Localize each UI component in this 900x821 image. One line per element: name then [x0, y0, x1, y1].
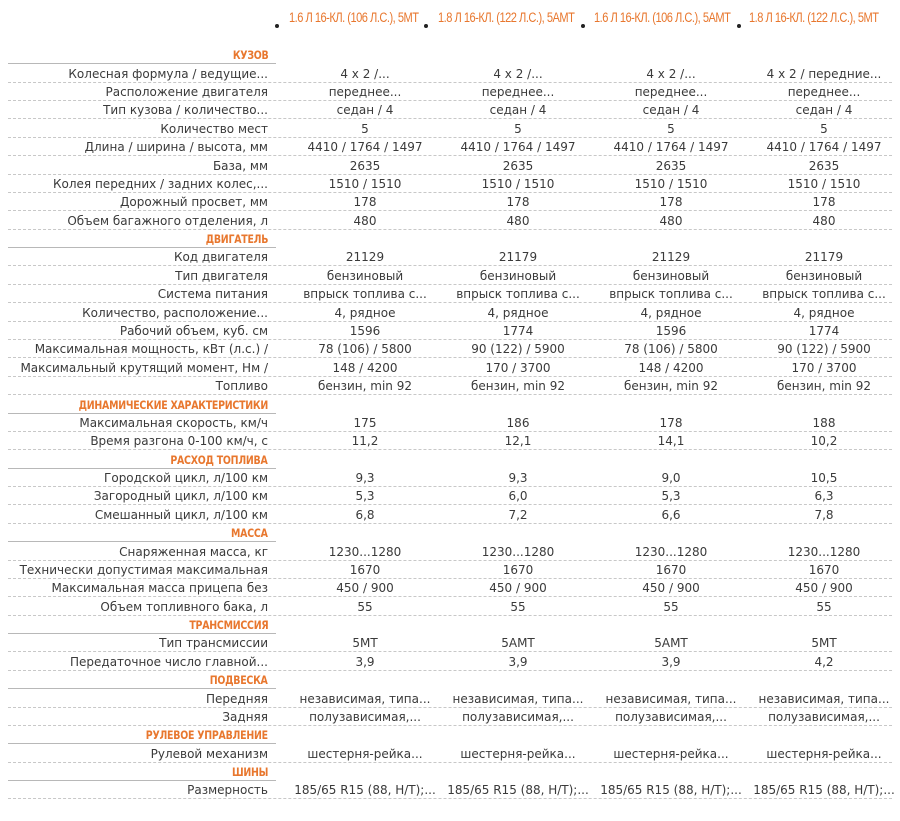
cell-col-4: 4410 / 1764 / 1497	[766, 140, 882, 155]
table-row	[8, 120, 892, 138]
cell-col-1: седан / 4	[336, 103, 394, 118]
bullet-dot	[424, 24, 428, 28]
cell-col-2: 178	[506, 195, 530, 210]
cell-col-2: переднее...	[481, 85, 555, 100]
row-label: Максимальная масса прицепа без	[51, 581, 268, 596]
cell-col-3: 9,0	[661, 471, 681, 486]
table-row	[8, 340, 892, 358]
cell-col-4: 55	[816, 599, 832, 614]
section-title: ШИНЫ	[231, 765, 268, 780]
row-label: Количество мест	[160, 121, 268, 136]
cell-col-2: полузависимая,...	[462, 709, 574, 724]
cell-col-3: 5	[667, 121, 675, 136]
table-row	[8, 744, 892, 762]
row-label: Передаточное число главной...	[69, 654, 268, 669]
cell-col-4: 5	[820, 121, 828, 136]
cell-col-3: 148 / 4200	[638, 360, 704, 375]
cell-col-2: 4 x 2 /...	[493, 66, 543, 81]
cell-col-4: 170 / 3700	[791, 360, 857, 375]
section-title: РАСХОД ТОПЛИВА	[170, 452, 268, 467]
cell-col-4: полузависимая,...	[768, 709, 880, 724]
cell-col-3: 1230...1280	[634, 544, 708, 559]
table-row	[8, 708, 892, 726]
cell-col-1: шестерня-рейка...	[307, 746, 423, 761]
cell-col-3: полузависимая,...	[615, 709, 727, 724]
cell-col-3: 21129	[651, 250, 691, 265]
section-title: ДИНАМИЧЕСКИЕ ХАРАКТЕРИСТИКИ	[78, 397, 268, 412]
cell-col-4: бензиновый	[785, 268, 863, 283]
cell-col-4: 185/65 R15 (88, H/T);...	[753, 783, 895, 798]
table-row	[8, 469, 892, 487]
table-row	[8, 156, 892, 174]
cell-col-1: бензин, min 92	[318, 379, 412, 394]
cell-col-1: 480	[353, 213, 377, 228]
cell-col-2: 1774	[502, 323, 534, 338]
row-label: Колесная формула / ведущие...	[68, 66, 268, 81]
row-label: Объем топливного бака, л	[100, 599, 268, 614]
cell-col-3: 3,9	[661, 654, 681, 669]
section-header-row	[8, 671, 892, 689]
row-label: Длина / ширина / высота, мм	[84, 140, 268, 155]
cell-col-4: независимая, типа...	[758, 691, 890, 706]
cell-col-1: 148 / 4200	[332, 360, 398, 375]
section-title: МАССА	[231, 526, 268, 541]
cell-col-2: 170 / 3700	[485, 360, 551, 375]
table-row	[8, 64, 892, 82]
cell-col-2: 2635	[502, 158, 534, 173]
table-row	[8, 506, 892, 524]
cell-col-3: 1596	[655, 323, 687, 338]
row-label: Система питания	[157, 287, 268, 302]
row-label: Тип двигателя	[175, 268, 268, 283]
section-header-row	[8, 763, 892, 781]
section-header-row	[8, 524, 892, 542]
cell-col-2: 186	[506, 415, 530, 430]
cell-col-3: 4 x 2 /...	[646, 66, 696, 81]
table-row	[8, 561, 892, 579]
cell-col-4: бензин, min 92	[777, 379, 871, 394]
cell-col-4: 10,2	[810, 434, 838, 449]
cell-col-2: впрыск топлива с...	[456, 287, 580, 302]
column-header-3: 1.6 Л 16-КЛ. (106 Л.С.), 5АМТ	[594, 10, 731, 25]
table-row	[8, 211, 892, 229]
cell-col-3: 6,6	[661, 507, 681, 522]
cell-col-4: 7,8	[814, 507, 834, 522]
table-row	[8, 634, 892, 652]
cell-col-4: 4 x 2 / передние...	[766, 66, 882, 81]
cell-col-4: 1774	[808, 323, 840, 338]
row-label: Дорожный просвет, мм	[119, 195, 268, 210]
cell-col-2: 90 (122) / 5900	[471, 342, 565, 357]
cell-col-1: 4 x 2 /...	[340, 66, 390, 81]
table-row	[8, 542, 892, 560]
table-row	[8, 285, 892, 303]
cell-col-1: 78 (106) / 5800	[318, 342, 412, 357]
table-row	[8, 248, 892, 266]
cell-col-1: 1510 / 1510	[328, 176, 402, 191]
cell-col-2: 9,3	[508, 471, 528, 486]
cell-col-2: 480	[506, 213, 530, 228]
cell-col-2: 55	[510, 599, 526, 614]
cell-col-4: шестерня-рейка...	[766, 746, 882, 761]
row-divider	[8, 798, 892, 799]
cell-col-1: независимая, типа...	[299, 691, 431, 706]
cell-col-3: 14,1	[657, 434, 685, 449]
cell-col-1: 185/65 R15 (88, H/T);...	[294, 783, 436, 798]
cell-col-1: бензиновый	[326, 268, 404, 283]
table-row	[8, 377, 892, 395]
cell-col-1: 55	[357, 599, 373, 614]
cell-col-3: 78 (106) / 5800	[624, 342, 718, 357]
row-label: Рулевой механизм	[150, 746, 268, 761]
row-label: Задняя	[222, 709, 268, 724]
cell-col-2: 5АМТ	[501, 636, 535, 651]
cell-col-3: 178	[659, 415, 683, 430]
table-row	[8, 267, 892, 285]
cell-col-3: 1510 / 1510	[634, 176, 708, 191]
cell-col-1: 178	[353, 195, 377, 210]
cell-col-1: впрыск топлива с...	[303, 287, 427, 302]
cell-col-3: 450 / 900	[642, 581, 700, 596]
row-label: Максимальная мощность, кВт (л.с.) /	[34, 342, 268, 357]
section-header-row	[8, 450, 892, 468]
row-label: Смешанный цикл, л/100 км	[94, 507, 268, 522]
cell-col-2: седан / 4	[489, 103, 547, 118]
cell-col-4: впрыск топлива с...	[762, 287, 886, 302]
row-label: Загородный цикл, л/100 км	[93, 489, 268, 504]
cell-col-2: бензиновый	[479, 268, 557, 283]
cell-col-2: 185/65 R15 (88, H/T);...	[447, 783, 589, 798]
cell-col-2: 3,9	[508, 654, 528, 669]
table-row	[8, 653, 892, 671]
row-label: Рабочий объем, куб. см	[119, 323, 268, 338]
cell-col-4: 6,3	[814, 489, 834, 504]
cell-col-3: 4410 / 1764 / 1497	[613, 140, 729, 155]
table-row	[8, 597, 892, 615]
table-row	[8, 83, 892, 101]
cell-col-2: 1670	[502, 562, 534, 577]
row-label: Время разгона 0-100 км/ч, с	[90, 434, 268, 449]
section-header-row	[8, 616, 892, 634]
cell-col-3: бензиновый	[632, 268, 710, 283]
section-title: ТРАНСМИССИЯ	[188, 618, 268, 633]
cell-col-3: 2635	[655, 158, 687, 173]
column-header-1: 1.6 Л 16-КЛ. (106 Л.С.), 5МТ	[289, 10, 419, 25]
table-row	[8, 101, 892, 119]
cell-col-1: полузависимая,...	[309, 709, 421, 724]
cell-col-3: шестерня-рейка...	[613, 746, 729, 761]
cell-col-3: 1670	[655, 562, 687, 577]
cell-col-2: независимая, типа...	[452, 691, 584, 706]
section-title: ПОДВЕСКА	[210, 673, 268, 688]
cell-col-3: 178	[659, 195, 683, 210]
bullet-dot	[581, 24, 585, 28]
table-row	[8, 781, 895, 799]
table-row	[8, 358, 892, 376]
section-title: КУЗОВ	[232, 48, 268, 63]
table-row	[8, 432, 892, 450]
table-row	[8, 579, 892, 597]
table-row	[8, 487, 892, 505]
cell-col-3: 5,3	[661, 489, 681, 504]
cell-col-1: 21129	[345, 250, 385, 265]
cell-col-1: 450 / 900	[336, 581, 394, 596]
table-row	[8, 175, 892, 193]
cell-col-3: впрыск топлива с...	[609, 287, 733, 302]
section-header-row	[8, 395, 892, 413]
cell-col-4: 188	[812, 415, 836, 430]
table-row	[8, 689, 892, 707]
cell-col-2: 7,2	[508, 507, 528, 522]
cell-col-3: 4, рядное	[640, 305, 702, 320]
row-label: Размерность	[187, 783, 268, 798]
table-row	[8, 193, 892, 211]
row-label: Колея передних / задних колес,...	[53, 176, 268, 191]
cell-col-3: седан / 4	[642, 103, 700, 118]
cell-col-3: независимая, типа...	[605, 691, 737, 706]
cell-col-4: 1510 / 1510	[787, 176, 861, 191]
cell-col-4: 1670	[808, 562, 840, 577]
cell-col-2: 4410 / 1764 / 1497	[460, 140, 576, 155]
column-header-4: 1.8 Л 16-КЛ. (122 Л.С.), 5МТ	[749, 10, 879, 25]
section-header-row	[8, 726, 892, 744]
column-header-2: 1.8 Л 16-КЛ. (122 Л.С.), 5АМТ	[438, 10, 575, 25]
section-title: ДВИГАТЕЛЬ	[205, 232, 268, 247]
cell-col-1: 1596	[349, 323, 381, 338]
cell-col-4: седан / 4	[795, 103, 853, 118]
cell-col-2: бензин, min 92	[471, 379, 565, 394]
row-label: Тип трансмиссии	[159, 636, 268, 651]
cell-col-2: 4, рядное	[487, 305, 549, 320]
row-label: Тип кузова / количество...	[103, 103, 268, 118]
cell-col-4: 480	[812, 213, 836, 228]
cell-col-4: 2635	[808, 158, 840, 173]
cell-col-2: шестерня-рейка...	[460, 746, 576, 761]
cell-col-1: 5МТ	[352, 636, 378, 651]
cell-col-1: 3,9	[355, 654, 375, 669]
cell-col-2: 1510 / 1510	[481, 176, 555, 191]
cell-col-1: 4410 / 1764 / 1497	[307, 140, 423, 155]
cell-col-3: переднее...	[634, 85, 708, 100]
row-label: Количество, расположение...	[82, 305, 268, 320]
section-title: РУЛЕВОЕ УПРАВЛЕНИЕ	[145, 728, 268, 743]
cell-col-4: 4,2	[814, 654, 834, 669]
row-label: Городской цикл, л/100 км	[104, 471, 268, 486]
cell-col-2: 12,1	[504, 434, 532, 449]
cell-col-3: 5АМТ	[654, 636, 688, 651]
cell-col-1: 1670	[349, 562, 381, 577]
row-label: Расположение двигателя	[105, 85, 268, 100]
cell-col-3: 185/65 R15 (88, H/T);...	[600, 783, 742, 798]
section-header-row	[8, 230, 892, 248]
cell-col-4: 21179	[804, 250, 844, 265]
cell-col-4: 90 (122) / 5900	[777, 342, 871, 357]
cell-col-1: 5,3	[355, 489, 375, 504]
bullet-dot	[275, 24, 279, 28]
section-header-row	[8, 46, 892, 64]
cell-col-3: 480	[659, 213, 683, 228]
cell-col-1: 11,2	[351, 434, 379, 449]
cell-col-1: переднее...	[328, 85, 402, 100]
cell-col-4: 450 / 900	[795, 581, 853, 596]
cell-col-4: 10,5	[810, 471, 838, 486]
cell-col-3: 55	[663, 599, 679, 614]
table-row	[8, 303, 892, 321]
cell-col-4: 1230...1280	[787, 544, 861, 559]
table-row	[8, 138, 892, 156]
cell-col-4: 178	[812, 195, 836, 210]
row-label: Объем багажного отделения, л	[67, 213, 268, 228]
row-label: Снаряженная масса, кг	[119, 544, 268, 559]
table-row	[8, 322, 892, 340]
cell-col-2: 450 / 900	[489, 581, 547, 596]
cell-col-2: 5	[514, 121, 522, 136]
cell-col-4: переднее...	[787, 85, 861, 100]
cell-col-1: 1230...1280	[328, 544, 402, 559]
row-label: Топливо	[215, 379, 268, 394]
row-label: Технически допустимая максимальная	[19, 562, 268, 577]
cell-col-3: бензин, min 92	[624, 379, 718, 394]
cell-col-1: 175	[353, 415, 377, 430]
cell-col-4: 5МТ	[811, 636, 837, 651]
cell-col-1: 5	[361, 121, 369, 136]
cell-col-1: 9,3	[355, 471, 375, 486]
cell-col-1: 6,8	[355, 507, 375, 522]
bullet-dot	[737, 24, 741, 28]
row-label: Максимальный крутящий момент, Нм /	[20, 360, 268, 375]
table-row	[8, 414, 892, 432]
cell-col-2: 21179	[498, 250, 538, 265]
row-label: Передняя	[206, 691, 268, 706]
cell-col-2: 6,0	[508, 489, 528, 504]
row-label: Максимальная скорость, км/ч	[79, 415, 268, 430]
cell-col-1: 4, рядное	[334, 305, 396, 320]
cell-col-4: 4, рядное	[793, 305, 855, 320]
cell-col-2: 1230...1280	[481, 544, 555, 559]
row-label: Код двигателя	[173, 250, 268, 265]
row-label: База, мм	[212, 158, 268, 173]
cell-col-1: 2635	[349, 158, 381, 173]
